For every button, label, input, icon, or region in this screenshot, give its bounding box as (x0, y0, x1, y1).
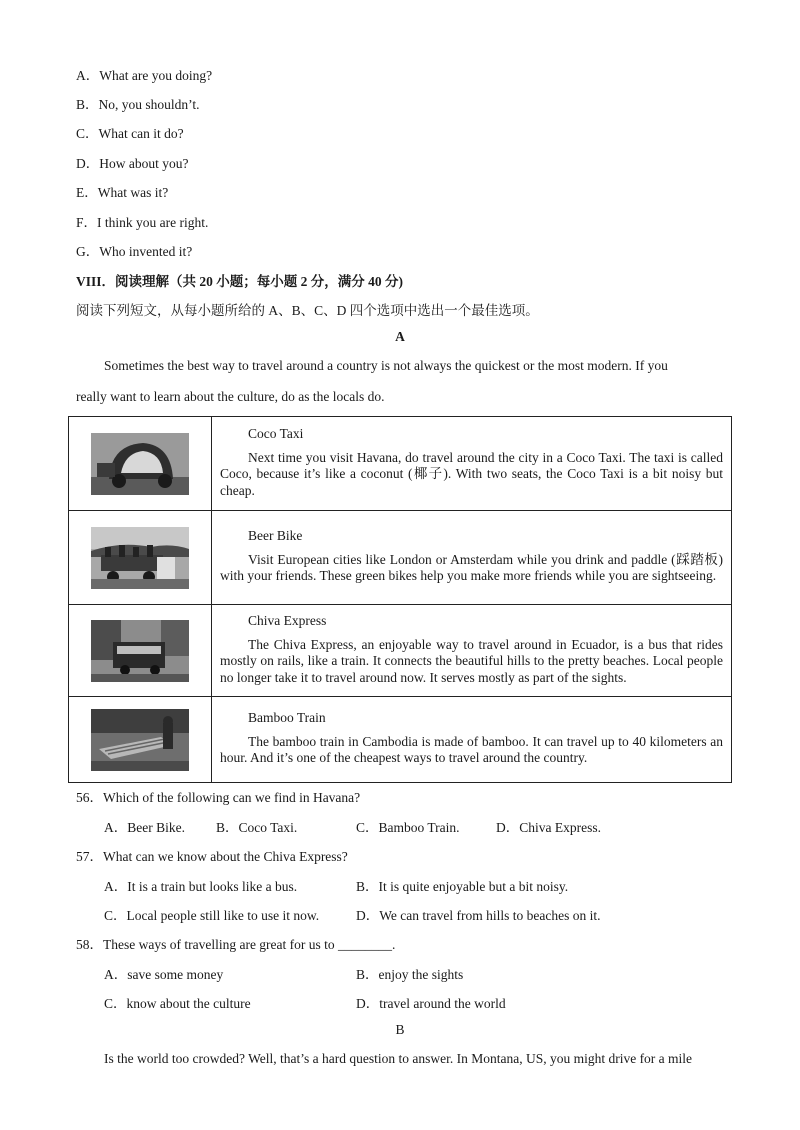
prev-option-e: E．What was it? (76, 185, 169, 200)
question-57-option-c: C．Local people still like to use it now. (104, 908, 320, 923)
way-title: Bamboo Train (248, 710, 326, 726)
way-body: Next time you visit Havana, do travel around the city in a Coco Taxi. The taxi is called Coco, because it’s like a coconut (椰子). With two seats, the Coco Taxi is a bit noisy but cheap. (220, 449, 723, 498)
way-body: Visit European cities like London or Amsterdam while you drink and paddle (踩踏板) with your friends. These green bikes help you make more friends while you are sightseeing. (220, 551, 723, 584)
question-56-option-d: D．Chiva Express. (496, 820, 601, 835)
question-57-stem: 57．What can we know about the Chiva Express? (76, 849, 348, 864)
photo-cell (69, 605, 212, 697)
travel-ways-table (68, 416, 732, 783)
beer-bike-photo (91, 527, 189, 589)
coco-taxi-photo (91, 433, 189, 495)
way-title: Coco Taxi (248, 426, 304, 441)
prev-option-d: D．How about you? (76, 156, 189, 171)
passage-a-intro-line1: Sometimes the best way to travel around a country is not always the quickest or the most modern. If you (104, 358, 668, 373)
passage-a-intro-line2: really want to learn about the culture, do as the locals do. (76, 389, 385, 404)
way-body: The Chiva Express, an enjoyable way to travel around in Ecuador, is a bus that rides mostly on rails, like a train. It connects the beautiful hills to the pretty beaches. Local people no longer take it to travel around now. It serves mostly as part of the sights. (220, 636, 723, 685)
table-row (69, 417, 732, 511)
photo-cell (69, 417, 212, 511)
way-cell (212, 511, 732, 605)
table-row (69, 697, 732, 783)
table-row (69, 511, 732, 605)
photo-cell (69, 697, 212, 783)
passage-b-intro: Is the world too crowded? Well, that’s a hard question to answer. In Montana, US, you might drive for a mile (104, 1051, 693, 1066)
passage-a-label: A (395, 329, 405, 344)
way-cell (212, 417, 732, 511)
prev-option-c: C．What can it do? (76, 126, 184, 141)
question-58-option-b: B．enjoy the sights (356, 967, 464, 982)
question-57-option-a: A．It is a train but looks like a bus. (104, 879, 298, 894)
question-57-option-d: D．We can travel from hills to beaches on it. (356, 908, 601, 923)
way-body: The bamboo train in Cambodia is made of bamboo. It can travel up to 40 kilometers an hour. And it’s one of the cheapest ways to travel around the country. (220, 733, 723, 766)
way-cell (212, 605, 732, 697)
section-instruction: 阅读下列短文，从每小题所给的 A、B、C、D 四个选项中选出一个最佳选项。 (76, 303, 539, 318)
section-heading: VIII．阅读理解（共 20 小题；每小题 2 分，满分 40 分) (76, 274, 404, 289)
question-58-option-a: A．save some money (104, 967, 224, 982)
way-title: Chiva Express (248, 613, 327, 628)
way-title: Beer Bike (248, 528, 303, 544)
question-56-option-c: C．Bamboo Train. (356, 820, 460, 835)
chiva-express-photo (91, 620, 189, 682)
prev-option-f: F．I think you are right. (76, 215, 209, 230)
question-58-option-d: D．travel around the world (356, 996, 506, 1011)
question-57-option-b: B．It is quite enjoyable but a bit noisy. (356, 879, 569, 894)
way-cell (212, 697, 732, 783)
question-58-option-c: C．know about the culture (104, 996, 251, 1011)
passage-b-label: B (395, 1022, 405, 1037)
prev-option-a: A．What are you doing? (76, 68, 213, 83)
question-56-stem: 56．Which of the following can we find in Havana? (76, 790, 361, 805)
question-56-option-a: A．Beer Bike. (104, 820, 185, 835)
photo-cell (69, 511, 212, 605)
passage-a-intro (76, 350, 724, 412)
table-row (69, 605, 732, 697)
prev-option-b: B．No, you shouldn’t. (76, 97, 200, 112)
question-56-option-b: B．Coco Taxi. (216, 820, 298, 835)
bamboo-train-photo (91, 709, 189, 771)
question-58-stem: 58．These ways of travelling are great for us to ________. (76, 937, 396, 952)
prev-option-g: G．Who invented it? (76, 244, 193, 259)
